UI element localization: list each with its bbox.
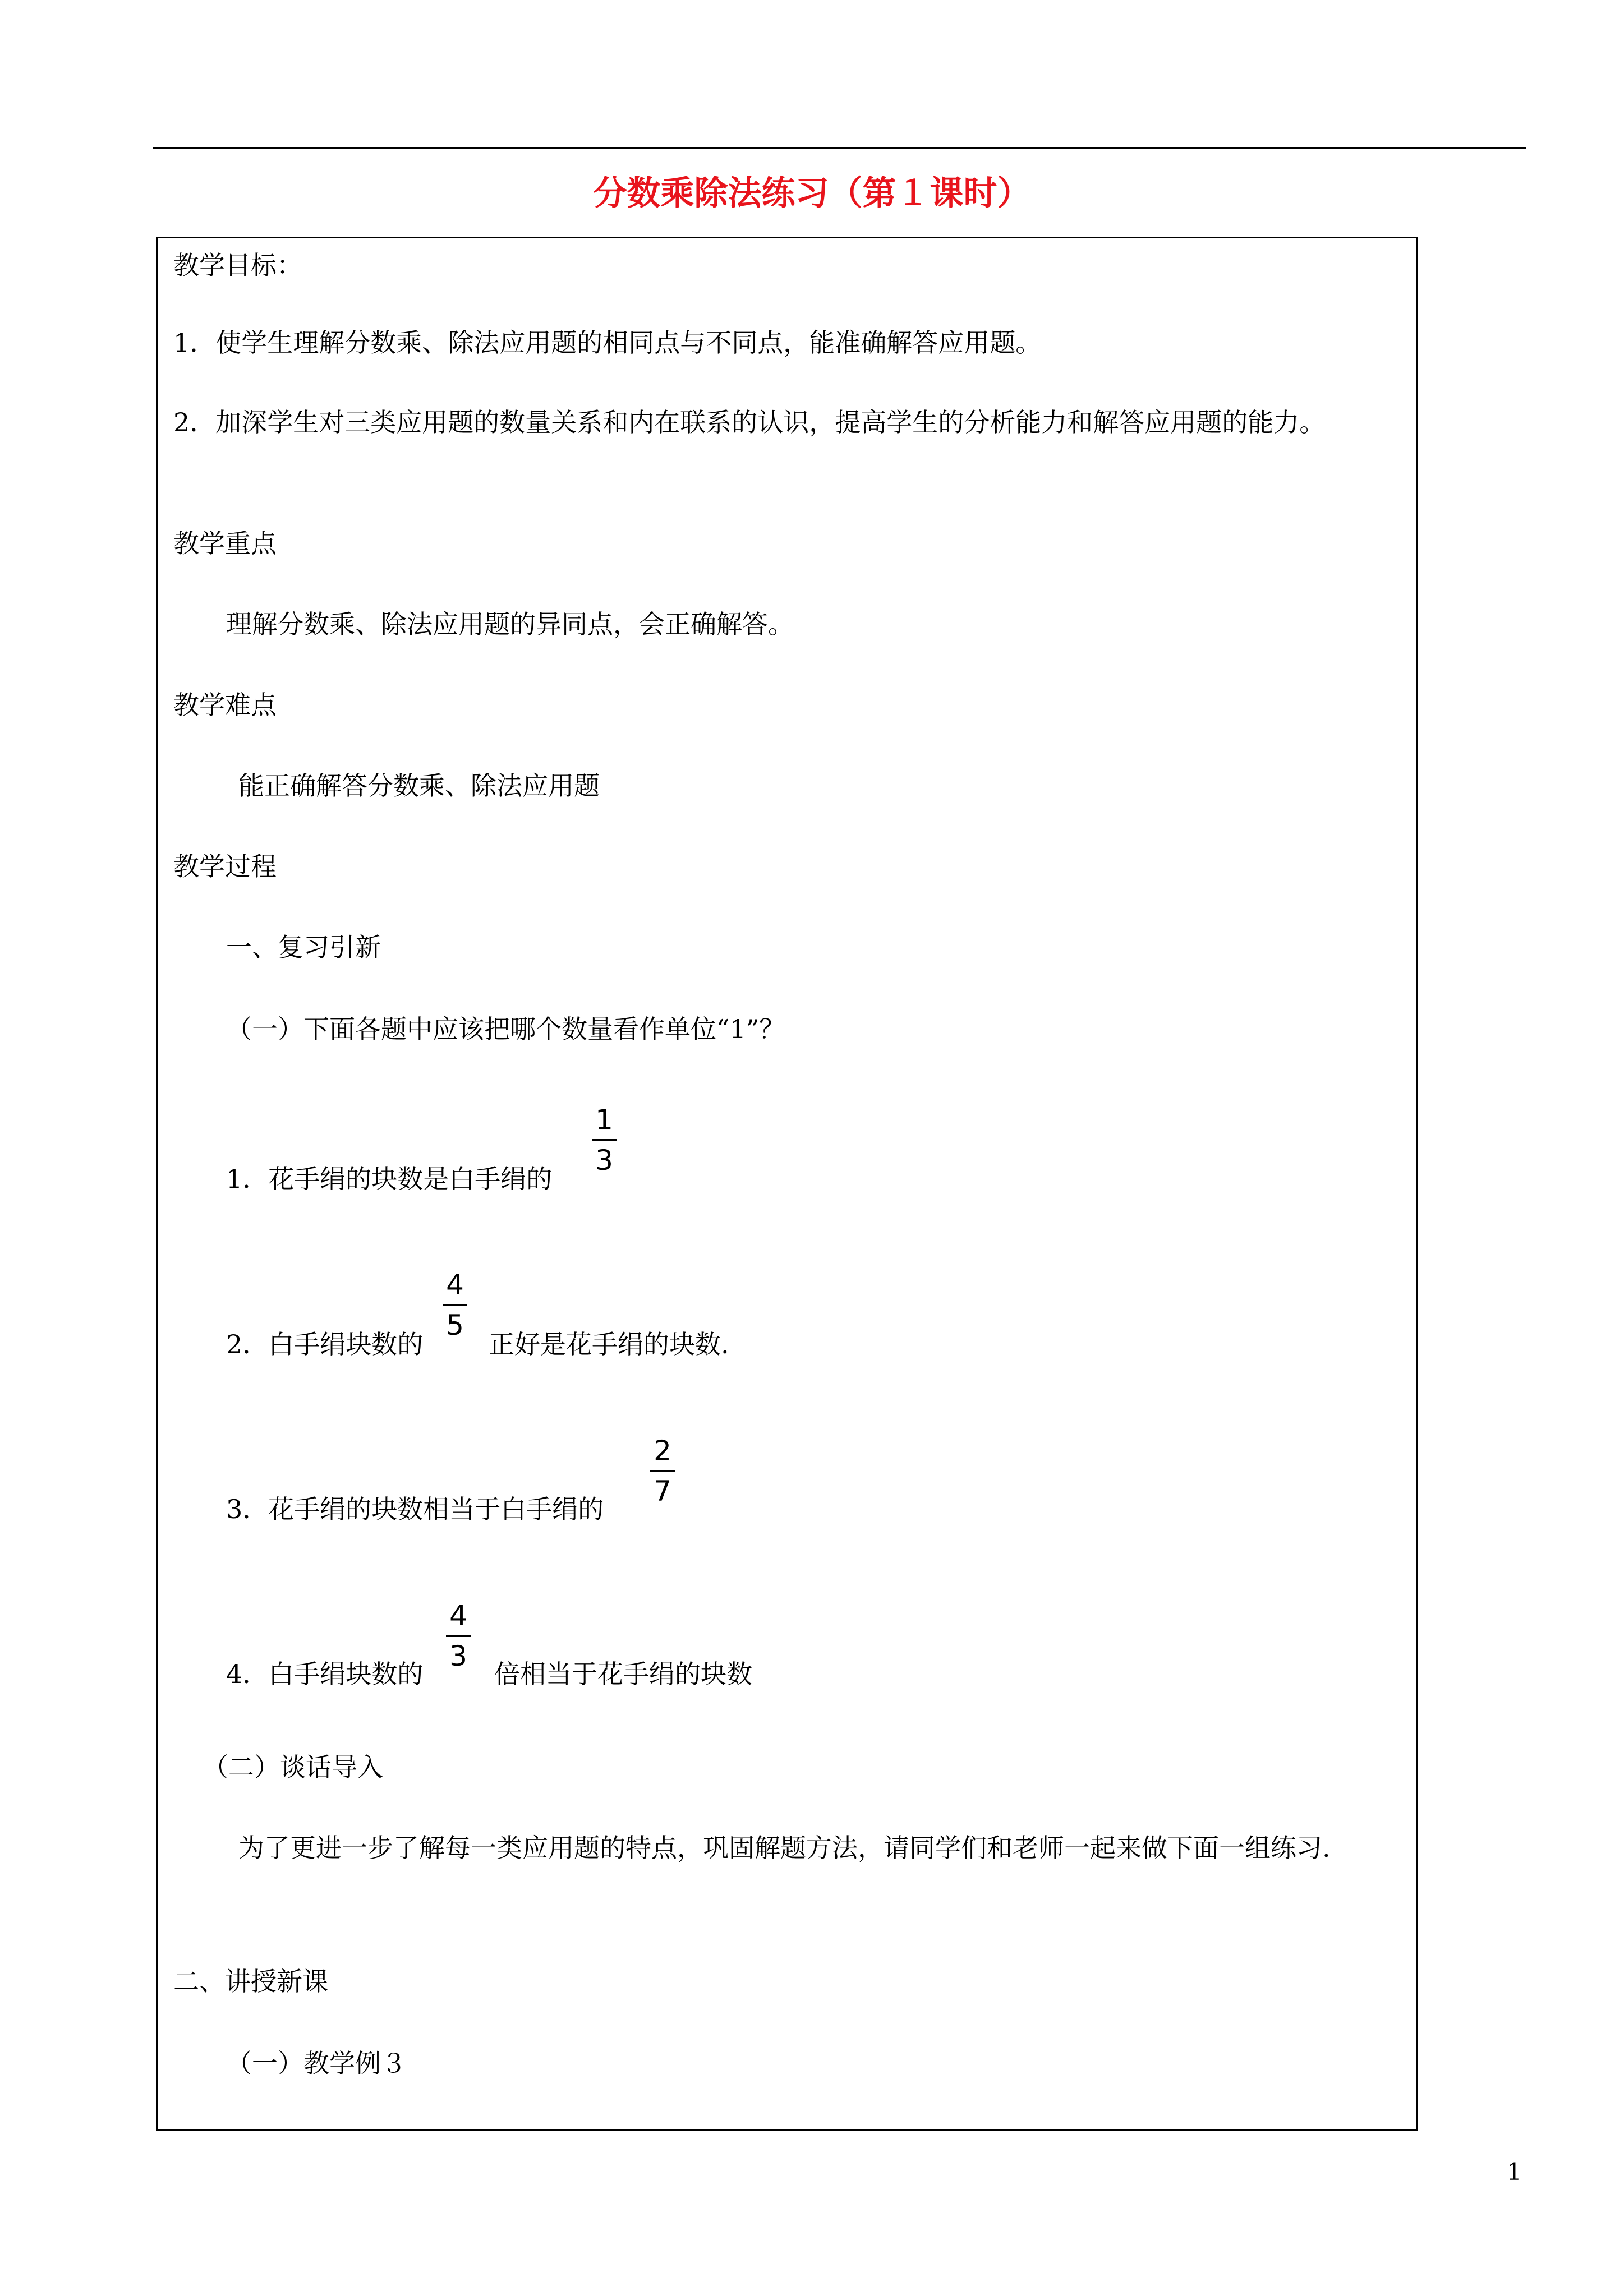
header-rule bbox=[153, 147, 1526, 149]
page-number: 1 bbox=[1507, 2158, 1522, 2186]
sub-talk-intro: （二）谈话导入 bbox=[203, 1752, 383, 1782]
question-1: 1．花手绢的块数是白手绢的 bbox=[226, 1164, 553, 1194]
goal-1: 1．使学生理解分数乘、除法应用题的相同点与不同点，能准确解答应用题。 bbox=[173, 328, 1042, 358]
section-new-lesson: 二、讲授新课 bbox=[173, 1966, 328, 1997]
talk-intro-text: 为了更进一步了解每一类应用题的特点，巩固解题方法，请同学们和老师一起来做下面一组练习. bbox=[238, 1833, 1331, 1863]
lesson-table bbox=[156, 237, 1418, 2131]
fraction-4-5 bbox=[443, 1269, 467, 1341]
question-4: 4．白手绢块数的 bbox=[226, 1659, 424, 1689]
question-2-tail: 正好是花手绢的块数. bbox=[489, 1329, 729, 1359]
fraction-4-3 bbox=[446, 1600, 471, 1672]
fraction-denominator: 7 bbox=[654, 1475, 671, 1507]
fraction-numerator: 4 bbox=[446, 1269, 464, 1301]
fraction-numerator: 2 bbox=[654, 1435, 671, 1467]
fraction-2-7 bbox=[650, 1435, 675, 1507]
goals-heading: 教学目标： bbox=[173, 250, 302, 280]
example-3-heading: （一）教学例３ bbox=[226, 2048, 407, 2078]
fraction-numerator: 4 bbox=[449, 1599, 467, 1632]
question-3: 3．花手绢的块数相当于白手绢的 bbox=[226, 1494, 604, 1524]
page-title: 分数乘除法练习（第１课时） bbox=[593, 174, 1031, 213]
process-heading: 教学过程 bbox=[173, 851, 277, 882]
sub-question-intro: （一）下面各题中应该把哪个数量看作单位“1”？ bbox=[226, 1014, 785, 1044]
section-review: 一、复习引新 bbox=[226, 932, 381, 962]
fraction-denominator: 3 bbox=[449, 1640, 467, 1672]
question-4-tail: 倍相当于花手绢的块数 bbox=[494, 1659, 752, 1689]
fraction-denominator: 5 bbox=[446, 1309, 464, 1341]
fraction-numerator: 1 bbox=[595, 1104, 613, 1136]
difficult-text: 能正确解答分数乘、除法应用题 bbox=[238, 771, 600, 801]
difficult-heading: 教学难点 bbox=[173, 690, 277, 720]
key-text: 理解分数乘、除法应用题的异同点，会正确解答。 bbox=[226, 609, 794, 639]
question-2: 2．白手绢块数的 bbox=[226, 1329, 424, 1359]
goal-2: 2．加深学生对三类应用题的数量关系和内在联系的认识，提高学生的分析能力和解答应用题的能力。 bbox=[173, 407, 1326, 437]
fraction-1-3 bbox=[592, 1104, 617, 1176]
key-heading: 教学重点 bbox=[173, 528, 277, 559]
fraction-denominator: 3 bbox=[595, 1144, 613, 1177]
